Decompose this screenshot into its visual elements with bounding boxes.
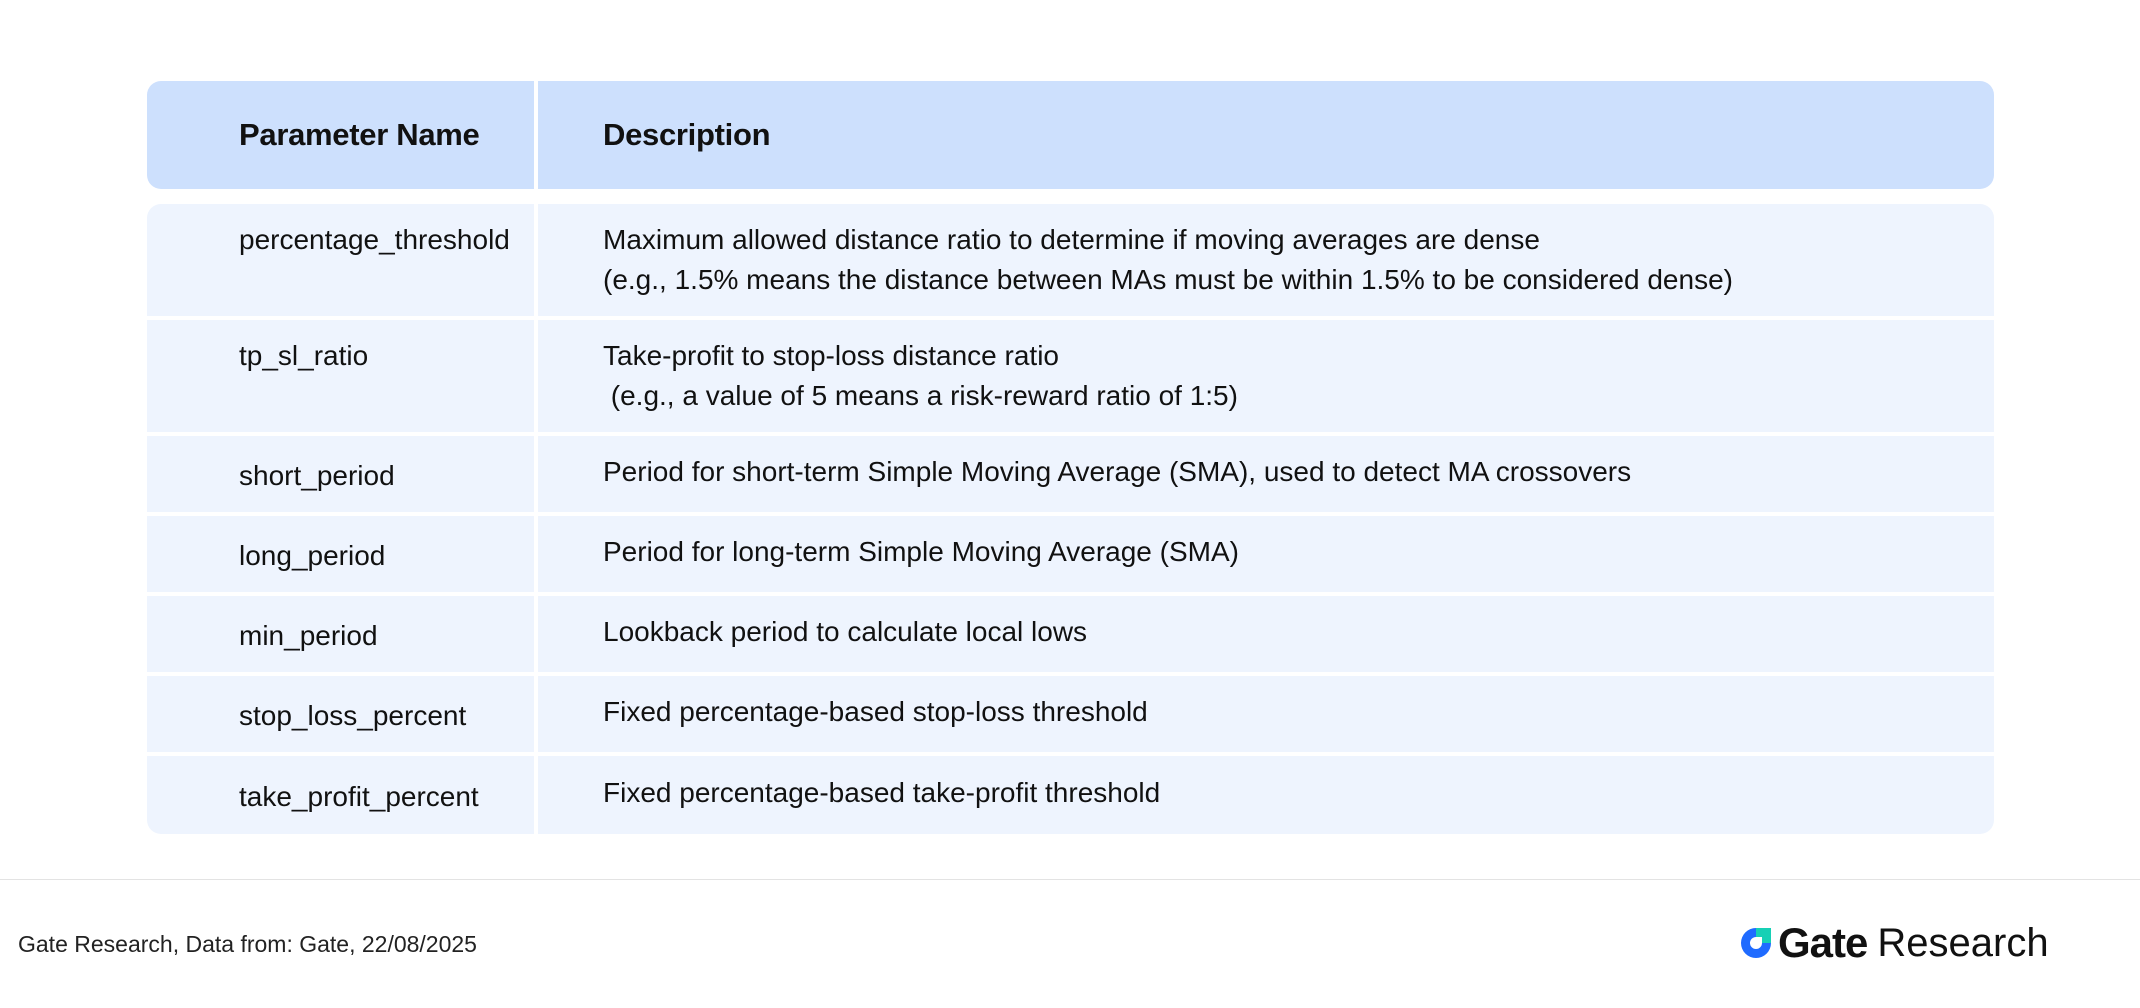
description-line: Maximum allowed distance ratio to determine if moving averages are dense: [603, 224, 1540, 255]
param-name: take_profit_percent: [147, 756, 538, 834]
footer-divider: [0, 879, 2140, 880]
param-description: Period for short-term Simple Moving Average (SMA), used to detect MA crossovers: [603, 456, 1632, 487]
param-name: min_period: [147, 596, 538, 672]
table-header: [147, 81, 1994, 189]
param-description: Fixed percentage-based stop-loss threshold: [603, 696, 1148, 727]
table-row: [147, 676, 1994, 756]
gate-research-logo: [1738, 918, 2049, 968]
description-line: (e.g., 1.5% means the distance between MAs must be within 1.5% to be considered dense): [603, 264, 1733, 295]
param-name: short_period: [147, 436, 538, 512]
param-description: Fixed percentage-based take-profit threshold: [603, 777, 1161, 808]
parameters-table: [147, 81, 1994, 834]
gate-logo-icon: [1738, 925, 1774, 961]
param-description: [538, 320, 1994, 432]
param-description: Lookback period to calculate local lows: [603, 616, 1088, 647]
description-line: Take-profit to stop-loss distance ratio: [603, 340, 1059, 371]
table-row: [147, 204, 1994, 320]
param-description: [538, 204, 1994, 316]
logo-gate-text: Gate: [1778, 919, 1868, 966]
table-row: [147, 320, 1994, 436]
param-name: percentage_threshold: [147, 204, 538, 316]
header-description: Description: [603, 117, 771, 152]
source-note: Gate Research, Data from: Gate, 22/08/2025: [18, 931, 477, 957]
table-row: [147, 436, 1994, 516]
table-row: [147, 596, 1994, 676]
logo-research-text: Research: [1877, 920, 2049, 965]
table-row: [147, 516, 1994, 596]
description-line: (e.g., a value of 5 means a risk-reward ratio of 1:5): [603, 380, 1238, 411]
table-body: [147, 204, 1994, 834]
header-parameter-name: Parameter Name: [147, 81, 538, 189]
param-name: long_period: [147, 516, 538, 592]
table-row: [147, 756, 1994, 834]
param-name: tp_sl_ratio: [147, 320, 538, 432]
param-name: stop_loss_percent: [147, 676, 538, 752]
param-description: Period for long-term Simple Moving Average (SMA): [603, 536, 1239, 567]
